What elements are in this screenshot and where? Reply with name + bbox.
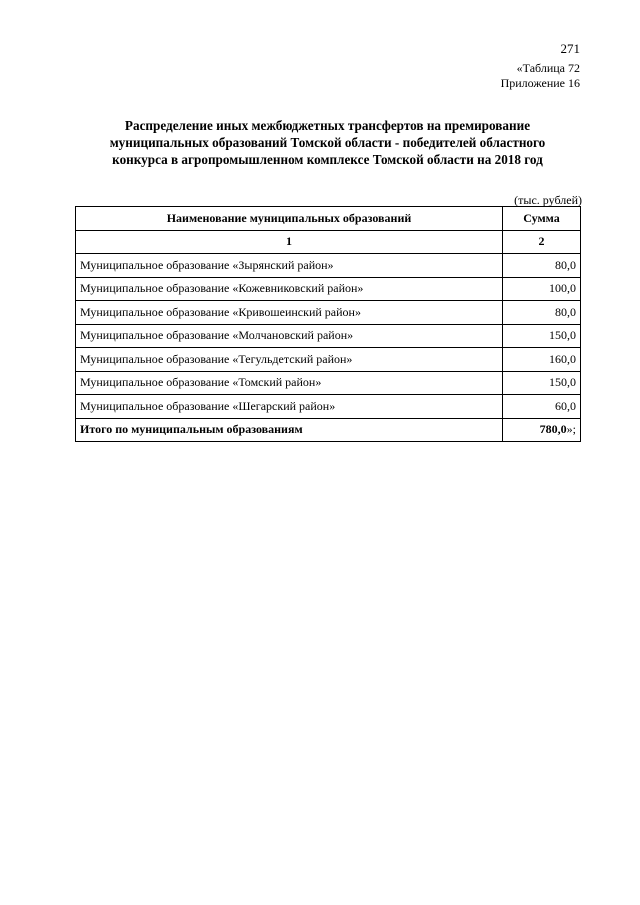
amount-value: 60,0 [503,395,581,419]
document-title [75,117,580,168]
municipality-name: Муниципальное образование «Кривошеинский район» [76,301,503,325]
units-note: (тыс. рублей) [514,193,582,207]
title-line: Распределение иных межбюджетных трансфертов на премирование [124,118,531,133]
total-value: 780,0 [539,422,567,437]
table-row [76,324,581,348]
column-number-row [76,230,581,254]
table-row [76,301,581,325]
table-header-row [76,207,581,231]
table-row [76,277,581,301]
table-row [76,395,581,419]
municipality-name: Муниципальное образование «Зырянский район» [76,254,503,278]
title-line: конкурса в агропромышленном комплексе Томской области на 2018 год [112,152,543,167]
table-row [76,348,581,372]
column-number: 2 [503,230,581,254]
table-reference [501,61,580,91]
municipality-name: Муниципальное образование «Тегульдетский район» [76,348,503,372]
amount-value: 80,0 [503,254,581,278]
transfers-table [75,206,581,442]
amount-value: 160,0 [503,348,581,372]
column-number: 1 [76,230,503,254]
total-value-cell [503,418,581,442]
closing-quote: »; [566,422,576,437]
municipality-name: Муниципальное образование «Молчановский район» [76,324,503,348]
total-label: Итого по муниципальным образованиям [76,418,503,442]
table-row [76,371,581,395]
page-number: 271 [560,41,580,56]
column-header-sum: Сумма [503,207,581,231]
column-header-name: Наименование муниципальных образований [76,207,503,231]
total-row [76,418,581,442]
amount-value: 150,0 [503,371,581,395]
table-reference-line: «Таблица 72 [516,61,580,75]
amount-value: 100,0 [503,277,581,301]
appendix-reference-line: Приложение 16 [500,76,580,90]
table-row [76,254,581,278]
municipality-name: Муниципальное образование «Томский район» [76,371,503,395]
municipality-name: Муниципальное образование «Шегарский район» [76,395,503,419]
amount-value: 80,0 [503,301,581,325]
municipality-name: Муниципальное образование «Кожевниковский район» [76,277,503,301]
title-line: муниципальных образований Томской области - победителей областного [109,135,546,150]
amount-value: 150,0 [503,324,581,348]
